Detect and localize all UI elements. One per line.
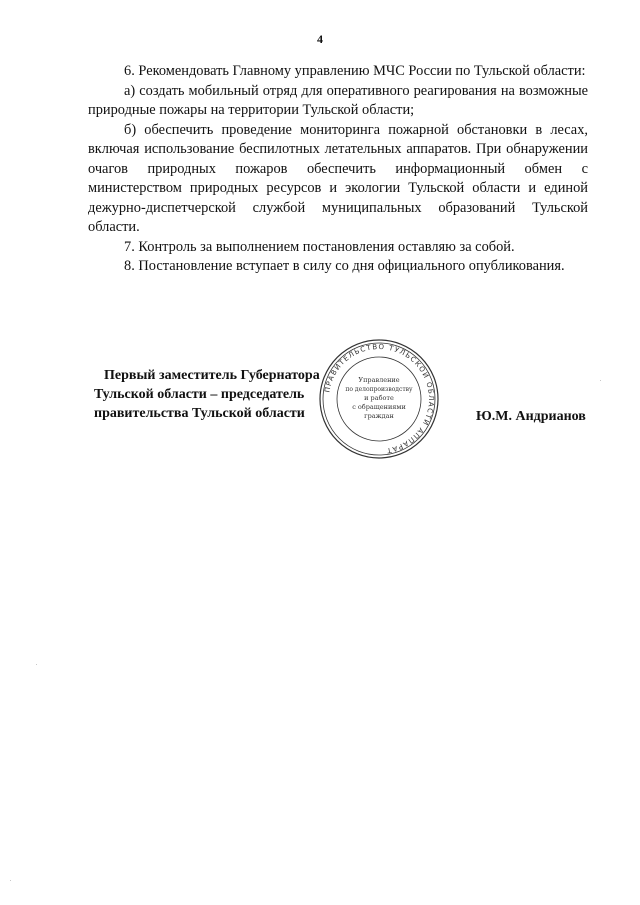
stamp-center-line-5: граждан: [364, 412, 394, 420]
page-number: 4: [317, 32, 323, 46]
document-body: [88, 62, 588, 277]
stamp-ring-text: ПРАВИТЕЛЬСТВО ТУЛЬСКОЙ ОБЛАСТИ АППАРАТ: [323, 342, 436, 455]
scan-speck: [36, 664, 37, 665]
paragraph-subitem-b: б) обеспечить проведение мониторинга пожарной обстановки в лесах, включая использование беспилотных летательных аппаратов. При обнаружении очагов природных пожаров обеспечить информационный обмен с министерством природных ресурсов и экологии Тульской области и единой дежурно-диспетчерской службой муниципальных образований Тульской области.: [88, 121, 588, 235]
scan-speck: [600, 380, 601, 381]
signer-name: Ю.М. Андрианов: [476, 409, 586, 424]
signer-position-line-3: правительства Тульской области: [94, 406, 305, 421]
stamp-center-line-2: по делопроизводству: [345, 386, 413, 393]
scan-speck: [10, 880, 11, 881]
paragraph-item-6: 6. Рекомендовать Главному управлению МЧС России по Тульской области:: [124, 63, 586, 79]
paragraph-item-7: 7. Контроль за выполнением постановления оставляю за собой.: [124, 238, 515, 255]
paragraph-item-8: 8. Постановление вступает в силу со дня официального опубликования.: [124, 258, 565, 274]
stamp-center-line-1: Управление: [358, 376, 400, 384]
stamp-center-line-3: и работе: [364, 394, 394, 402]
official-stamp: [318, 338, 440, 460]
signer-position: [94, 366, 344, 423]
signer-position-line-2: Тульской области – председатель: [94, 387, 305, 402]
stamp-center-line-4: с обращениями: [352, 403, 406, 411]
signer-position-line-1: Первый заместитель Губернатора: [104, 368, 320, 383]
paragraph-subitem-a: а) создать мобильный отряд для оперативного реагирования на возможные природные пожары на территории Тульской области;: [88, 82, 588, 118]
